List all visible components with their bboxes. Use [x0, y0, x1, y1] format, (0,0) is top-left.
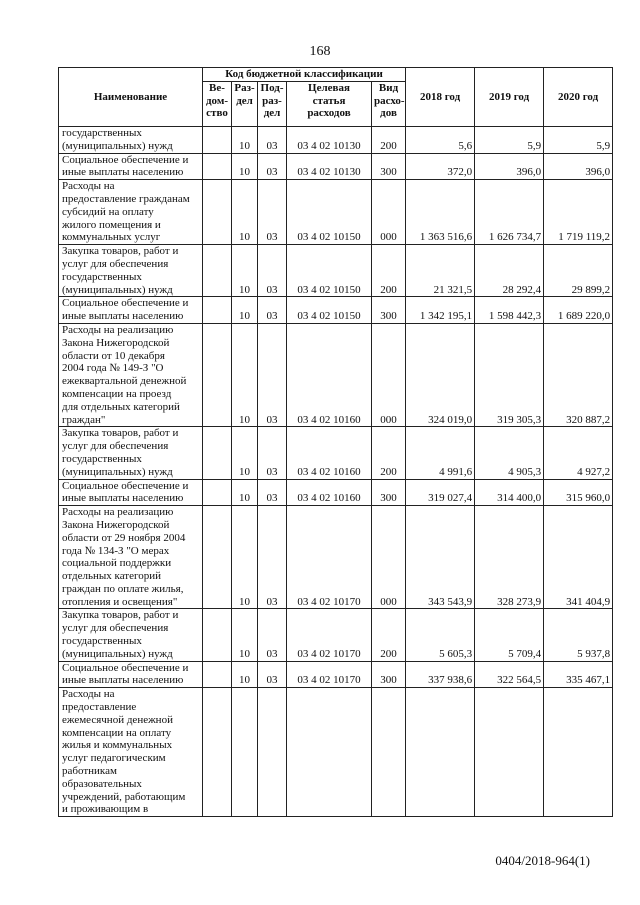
cell-2018: 4 991,6 — [406, 427, 475, 479]
cell-2020 — [544, 688, 613, 817]
cell-2019: 322 564,5 — [475, 661, 544, 688]
cell-expense-type: 000 — [372, 180, 406, 245]
cell-2020: 1 719 119,2 — [544, 180, 613, 245]
cell-expense-type: 200 — [372, 427, 406, 479]
cell-target-article: 03 4 02 10160 — [287, 427, 372, 479]
cell-expense-type — [372, 688, 406, 817]
cell-2019: 396,0 — [475, 153, 544, 180]
cell-podrazdel: 03 — [258, 297, 287, 324]
cell-expense-type: 200 — [372, 609, 406, 661]
cell-name: Расходы на реализацию Закона Нижегородской области от 10 декабря 2004 года № 149-З "О ежеквартальной денежной компенсации на проезд для отдельных категорий граждан" — [59, 323, 203, 426]
cell-name: Социальное обеспечение и иные выплаты населению — [59, 661, 203, 688]
header-2018: 2018 год — [406, 68, 475, 127]
cell-2020: 29 899,2 — [544, 245, 613, 297]
cell-2019 — [475, 688, 544, 817]
cell-expense-type: 200 — [372, 127, 406, 154]
cell-name: государственных (муниципальных) нужд — [59, 127, 203, 154]
cell-vedomstvo — [203, 661, 232, 688]
cell-2020: 335 467,1 — [544, 661, 613, 688]
cell-vedomstvo — [203, 323, 232, 426]
cell-expense-type: 300 — [372, 479, 406, 506]
cell-name: Социальное обеспечение и иные выплаты населению — [59, 297, 203, 324]
cell-target-article: 03 4 02 10130 — [287, 127, 372, 154]
cell-2019: 314 400,0 — [475, 479, 544, 506]
cell-name: Социальное обеспечение и иные выплаты населению — [59, 153, 203, 180]
cell-razdel: 10 — [232, 153, 258, 180]
table-row — [59, 245, 613, 297]
cell-vedomstvo — [203, 245, 232, 297]
cell-2019: 5,9 — [475, 127, 544, 154]
cell-2018: 5 605,3 — [406, 609, 475, 661]
cell-podrazdel: 03 — [258, 609, 287, 661]
cell-razdel: 10 — [232, 297, 258, 324]
cell-name: Закупка товаров, работ и услуг для обеспечения государственных (муниципальных) нужд — [59, 245, 203, 297]
cell-2020: 315 960,0 — [544, 479, 613, 506]
header-row-top — [59, 68, 613, 82]
cell-target-article: 03 4 02 10170 — [287, 661, 372, 688]
cell-podrazdel: 03 — [258, 323, 287, 426]
table-row — [59, 127, 613, 154]
cell-razdel: 10 — [232, 479, 258, 506]
cell-name: Закупка товаров, работ и услуг для обеспечения государственных (муниципальных) нужд — [59, 427, 203, 479]
cell-2020: 1 689 220,0 — [544, 297, 613, 324]
cell-podrazdel — [258, 688, 287, 817]
cell-expense-type: 000 — [372, 506, 406, 609]
cell-2019: 5 709,4 — [475, 609, 544, 661]
cell-2020: 320 887,2 — [544, 323, 613, 426]
cell-razdel: 10 — [232, 245, 258, 297]
cell-expense-type: 200 — [372, 245, 406, 297]
cell-razdel: 10 — [232, 180, 258, 245]
cell-2018: 5,6 — [406, 127, 475, 154]
cell-target-article: 03 4 02 10170 — [287, 609, 372, 661]
cell-2020: 5 937,8 — [544, 609, 613, 661]
cell-2018: 1 342 195,1 — [406, 297, 475, 324]
cell-target-article — [287, 688, 372, 817]
cell-podrazdel: 03 — [258, 153, 287, 180]
cell-target-article: 03 4 02 10170 — [287, 506, 372, 609]
cell-podrazdel: 03 — [258, 479, 287, 506]
cell-2019: 1 598 442,3 — [475, 297, 544, 324]
cell-razdel: 10 — [232, 427, 258, 479]
header-budget-classification: Код бюджетной классификации — [203, 68, 406, 82]
cell-vedomstvo — [203, 479, 232, 506]
header-name: Наименование — [59, 68, 203, 127]
cell-target-article: 03 4 02 10130 — [287, 153, 372, 180]
header-expense-type: Вид расхо- дов — [372, 82, 406, 127]
cell-target-article: 03 4 02 10150 — [287, 297, 372, 324]
cell-2018: 1 363 516,6 — [406, 180, 475, 245]
cell-2020: 4 927,2 — [544, 427, 613, 479]
cell-razdel: 10 — [232, 661, 258, 688]
cell-2019: 319 305,3 — [475, 323, 544, 426]
cell-podrazdel: 03 — [258, 245, 287, 297]
table-row — [59, 180, 613, 245]
header-2019: 2019 год — [475, 68, 544, 127]
cell-razdel: 10 — [232, 127, 258, 154]
cell-2019: 1 626 734,7 — [475, 180, 544, 245]
cell-target-article: 03 4 02 10150 — [287, 180, 372, 245]
cell-2020: 396,0 — [544, 153, 613, 180]
cell-expense-type: 000 — [372, 323, 406, 426]
cell-target-article: 03 4 02 10160 — [287, 323, 372, 426]
cell-razdel: 10 — [232, 323, 258, 426]
cell-podrazdel: 03 — [258, 427, 287, 479]
header-vedomstvo: Ве- дом- ство — [203, 82, 232, 127]
table-row — [59, 506, 613, 609]
table-row — [59, 153, 613, 180]
header-podrazdel: Под- раз- дел — [258, 82, 287, 127]
document-code: 0404/2018-964(1) — [495, 853, 590, 868]
cell-name: Расходы на предоставление гражданам субсидий на оплату жилого помещения и коммунальных услуг — [59, 180, 203, 245]
budget-table — [58, 67, 613, 817]
table-row — [59, 323, 613, 426]
table-row — [59, 297, 613, 324]
cell-2019: 328 273,9 — [475, 506, 544, 609]
cell-razdel — [232, 688, 258, 817]
cell-2018: 343 543,9 — [406, 506, 475, 609]
cell-name: Социальное обеспечение и иные выплаты населению — [59, 479, 203, 506]
table-row — [59, 688, 613, 817]
cell-podrazdel: 03 — [258, 506, 287, 609]
cell-razdel: 10 — [232, 506, 258, 609]
cell-podrazdel: 03 — [258, 127, 287, 154]
cell-vedomstvo — [203, 609, 232, 661]
cell-target-article: 03 4 02 10150 — [287, 245, 372, 297]
cell-expense-type: 300 — [372, 297, 406, 324]
cell-name: Расходы на реализацию Закона Нижегородской области от 29 ноября 2004 года № 134-З "О мерах социальной поддержки отдельных категорий граждан по оплате жилья, отопления и освещения" — [59, 506, 203, 609]
header-2020: 2020 год — [544, 68, 613, 127]
cell-2018: 372,0 — [406, 153, 475, 180]
cell-2018: 21 321,5 — [406, 245, 475, 297]
cell-podrazdel: 03 — [258, 661, 287, 688]
cell-vedomstvo — [203, 297, 232, 324]
cell-vedomstvo — [203, 153, 232, 180]
cell-target-article: 03 4 02 10160 — [287, 479, 372, 506]
header-razdel: Раз- дел — [232, 82, 258, 127]
table-row — [59, 609, 613, 661]
cell-razdel: 10 — [232, 609, 258, 661]
table-row — [59, 479, 613, 506]
cell-vedomstvo — [203, 427, 232, 479]
table-row — [59, 427, 613, 479]
cell-name: Закупка товаров, работ и услуг для обеспечения государственных (муниципальных) нужд — [59, 609, 203, 661]
cell-2018: 337 938,6 — [406, 661, 475, 688]
cell-2020: 5,9 — [544, 127, 613, 154]
page-number: 168 — [309, 44, 331, 59]
cell-podrazdel: 03 — [258, 180, 287, 245]
cell-vedomstvo — [203, 180, 232, 245]
header-target-article: Целевая статья расходов — [287, 82, 372, 127]
cell-vedomstvo — [203, 506, 232, 609]
cell-2019: 28 292,4 — [475, 245, 544, 297]
cell-2018 — [406, 688, 475, 817]
cell-2018: 324 019,0 — [406, 323, 475, 426]
cell-2019: 4 905,3 — [475, 427, 544, 479]
cell-vedomstvo — [203, 127, 232, 154]
cell-2018: 319 027,4 — [406, 479, 475, 506]
cell-expense-type: 300 — [372, 153, 406, 180]
table-row — [59, 661, 613, 688]
cell-expense-type: 300 — [372, 661, 406, 688]
cell-2020: 341 404,9 — [544, 506, 613, 609]
cell-vedomstvo — [203, 688, 232, 817]
cell-name: Расходы на предоставление ежемесячной денежной компенсации на оплату жилья и коммунальных услуг педагогическим работникам образовательных учреждений, работающим и проживающим в — [59, 688, 203, 817]
